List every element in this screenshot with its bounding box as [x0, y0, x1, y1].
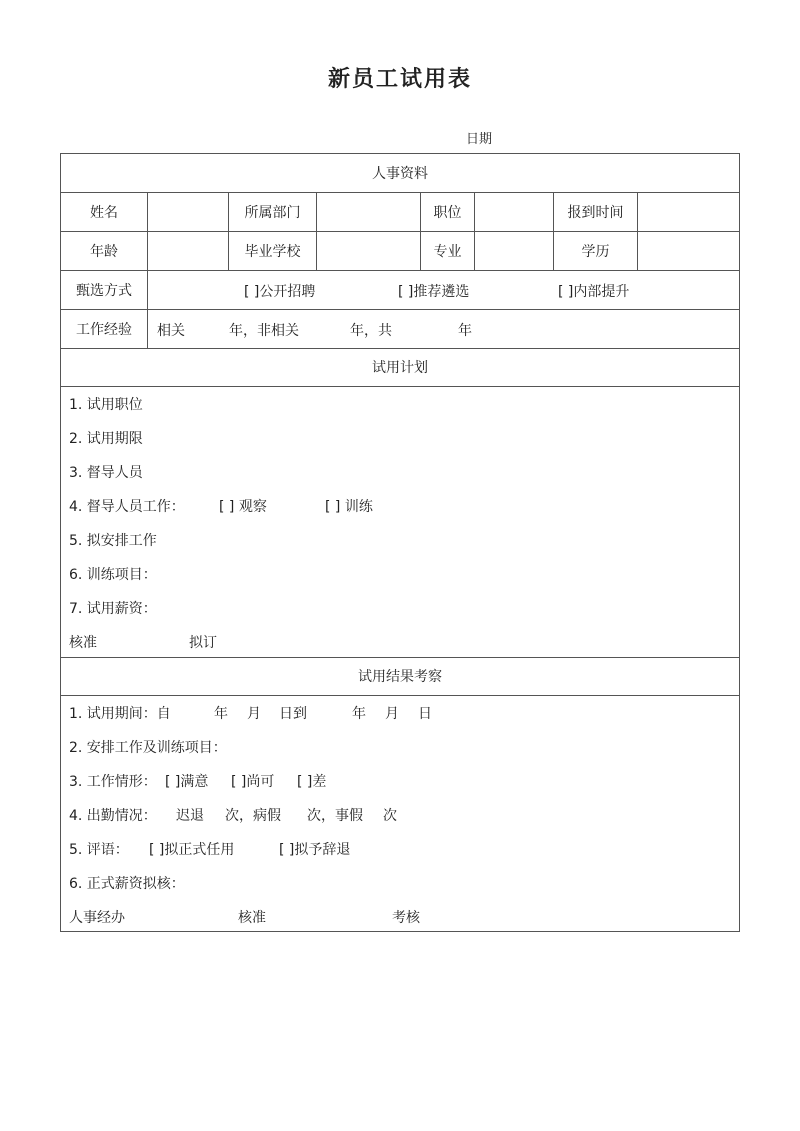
work-status-satisfied-checkbox[interactable]: [ ]满意	[165, 774, 209, 790]
education-field[interactable]	[638, 231, 739, 270]
result-header: 试用结果考察	[358, 669, 442, 685]
plan-draft-label: 拟订	[189, 635, 217, 651]
school-field[interactable]	[317, 231, 420, 270]
row-divider	[61, 386, 739, 387]
period-year: 年	[214, 706, 228, 722]
plan-item-supervisor-work: 4. 督导人员工作：	[69, 499, 185, 515]
experience-related: 相关	[157, 323, 185, 339]
attendance-sick: 次，病假	[225, 808, 281, 824]
plan-item-work: 5. 拟安排工作	[69, 533, 157, 549]
plan-approve-label: 核准	[69, 635, 97, 651]
result-period-label: 1. 试用期间：自	[69, 706, 171, 722]
period-end-day: 日	[418, 706, 432, 722]
experience-unrelated: 年，非相关	[229, 323, 299, 339]
row-divider	[61, 695, 739, 696]
work-status-label: 3. 工作情形：	[69, 774, 157, 790]
result-approve-label: 核准	[238, 910, 266, 926]
plan-item-training: 6. 训练项目：	[69, 567, 157, 583]
col-divider	[147, 270, 148, 348]
date-label: 日期	[466, 132, 493, 147]
personnel-header: 人事资料	[372, 166, 428, 182]
supervisor-train-checkbox[interactable]: [ ] 训练	[325, 499, 373, 515]
plan-item-salary: 7. 试用薪资：	[69, 601, 157, 617]
age-field[interactable]	[148, 231, 228, 270]
selection-referral-checkbox[interactable]: [ ]推荐遴选	[398, 284, 470, 300]
position-field[interactable]	[475, 192, 553, 231]
attendance-label: 4. 出勤情况：	[69, 808, 157, 824]
result-work-training: 2. 安排工作及训练项目：	[69, 740, 227, 756]
dept-field[interactable]	[317, 192, 420, 231]
report-time-label: 报到时间	[567, 204, 624, 221]
hr-manager-label: 人事经办	[69, 910, 125, 926]
experience-label: 工作经验	[76, 321, 132, 338]
plan-item-supervisor: 3. 督导人员	[69, 465, 143, 481]
selection-public-checkbox[interactable]: [ ]公开招聘	[244, 284, 316, 300]
selection-label: 甄选方式	[76, 282, 132, 299]
age-label: 年龄	[90, 243, 118, 260]
work-status-poor-checkbox[interactable]: [ ]差	[297, 774, 327, 790]
position-label: 职位	[433, 204, 462, 221]
major-label: 专业	[433, 243, 462, 260]
comment-dismiss-checkbox[interactable]: [ ]拟予辞退	[279, 842, 351, 858]
salary-review: 6. 正式薪资拟核：	[69, 876, 185, 892]
experience-year: 年	[458, 323, 472, 339]
dept-label: 所属部门	[244, 204, 301, 221]
form-title: 新员工试用表	[327, 66, 472, 92]
comment-hire-checkbox[interactable]: [ ]拟正式任用	[149, 842, 235, 858]
row-divider	[61, 270, 739, 271]
name-field[interactable]	[148, 192, 228, 231]
plan-header: 试用计划	[372, 360, 428, 376]
period-end-year: 年	[352, 706, 366, 722]
major-field[interactable]	[475, 231, 553, 270]
education-label: 学历	[581, 243, 610, 260]
result-review-label: 考核	[392, 910, 420, 926]
attendance-times: 次	[383, 808, 397, 824]
work-status-fair-checkbox[interactable]: [ ]尚可	[231, 774, 275, 790]
supervisor-observe-checkbox[interactable]: [ ] 观察	[219, 499, 267, 515]
experience-total: 年，共	[350, 323, 392, 339]
report-time-field[interactable]	[638, 192, 739, 231]
comment-label: 5. 评语：	[69, 842, 129, 858]
plan-item-position: 1. 试用职位	[69, 397, 143, 413]
selection-internal-checkbox[interactable]: [ ]内部提升	[558, 284, 630, 300]
period-end-month: 月	[385, 706, 399, 722]
name-label: 姓名	[90, 204, 118, 221]
row-divider	[61, 309, 739, 310]
school-label: 毕业学校	[244, 243, 301, 260]
period-month: 月	[247, 706, 261, 722]
attendance-personal: 次，事假	[307, 808, 363, 824]
attendance-late: 迟退	[176, 808, 204, 824]
plan-item-period: 2. 试用期限	[69, 431, 143, 447]
form-table	[60, 153, 740, 932]
period-day-to: 日到	[279, 706, 307, 722]
